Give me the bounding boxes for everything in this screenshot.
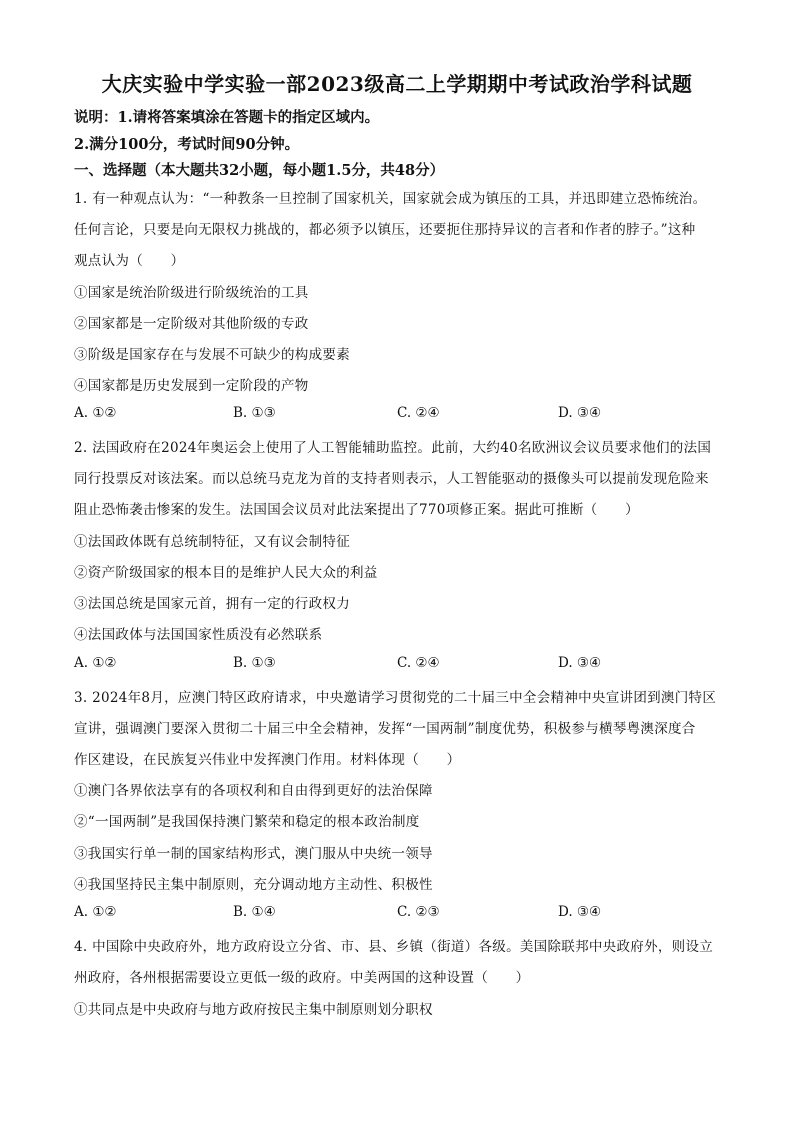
q1-statement-3: ③阶级是国家存在与发展不可缺少的构成要素 <box>74 347 350 363</box>
q2-option-c: C. ②④ <box>397 655 440 671</box>
section-heading: 一、选择题（本大题共32小题，每小题1.5分，共48分） <box>74 162 445 179</box>
q2-option-d: D. ③④ <box>558 655 602 671</box>
q3-statement-1: ①澳门各界依法享有的各项权利和自由得到更好的法治保障 <box>74 783 433 799</box>
q3-option-c: C. ②③ <box>397 904 440 920</box>
q2-statement-3: ③法国总统是国家元首，拥有一定的行政权力 <box>74 596 350 612</box>
q1-statement-2: ②国家都是一定阶级对其他阶级的专政 <box>74 316 309 332</box>
q4-statement-1: ①共同点是中央政府与地方政府按民主集中制原则划分职权 <box>74 1002 433 1018</box>
q2-stem-line-1: 2. 法国政府在2024年奥运会上使用了人工智能辅助监控。此前，大约40名欧洲议会议员要求他们的法国 <box>74 440 712 456</box>
q3-stem-line-2: 宣讲，强调澳门要深入贯彻二十届三中全会精神，发挥“一国两制”制度优势，积极参与横琴粤澳深度合 <box>74 721 696 737</box>
q2-statement-1: ①法国政体既有总统制特征，又有议会制特征 <box>74 534 350 550</box>
page-title: 大庆实验中学实验一部2023级高二上学期期中考试政治学科试题 <box>101 72 693 96</box>
note-line-2: 2.满分100分，考试时间90分钟。 <box>74 136 300 153</box>
q1-option-d: D. ③④ <box>558 405 602 421</box>
q2-stem-line-3: 阻止恐怖袭击惨案的发生。法国国会议员对此法案提出了770项修正案。据此可推断（ ） <box>74 502 639 518</box>
note-line-1: 说明：1.请将答案填涂在答题卡的指定区域内。 <box>74 109 380 126</box>
q1-stem-line-2: 任何言论，只要是向无限权力挑战的，都必须予以镇压，还要扼住那持异议的言者和作者的脖子。”这种 <box>74 222 696 238</box>
q3-stem-line-1: 3. 2024年8月，应澳门特区政府请求，中央邀请学习贯彻党的二十届三中全会精神中央宣讲团到澳门特区 <box>74 690 717 706</box>
q3-option-d: D. ③④ <box>558 904 602 920</box>
q1-option-c: C. ②④ <box>397 405 440 421</box>
q3-statement-3: ③我国实行单一制的国家结构形式，澳门服从中央统一领导 <box>74 846 433 862</box>
q1-option-b: B. ①③ <box>233 405 276 421</box>
q2-stem-line-2: 同行投票反对该法案。而以总统马克龙为首的支持者则表示，人工智能驱动的摄像头可以提前发现危险来 <box>74 471 709 487</box>
q2-statement-2: ②资产阶级国家的根本目的是维护人民大众的利益 <box>74 565 378 581</box>
q1-stem-line-1: 1. 有一种观点认为：“一种教条一旦控制了国家机关，国家就会成为镇压的工具，并迅即建立恐怖统治。 <box>74 191 707 207</box>
q3-option-b: B. ①④ <box>233 904 276 920</box>
q3-statement-2: ②“一国两制”是我国保持澳门繁荣和稳定的根本政治制度 <box>74 814 420 830</box>
q4-stem-line-1: 4. 中国除中央政府外，地方政府设立分省、市、县、乡镇（街道）各级。美国除联邦中央政府外，则设立 <box>74 939 714 955</box>
q3-statement-4: ④我国坚持民主集中制原则，充分调动地方主动性、积极性 <box>74 877 433 893</box>
q1-statement-1: ①国家是统治阶级进行阶级统治的工具 <box>74 285 309 301</box>
q4-stem-line-2: 州政府，各州根据需要设立更低一级的政府。中美两国的这种设置（ ） <box>74 970 530 986</box>
q2-option-a: A. ①② <box>74 655 117 671</box>
q3-stem-line-3: 作区建设，在民族复兴伟业中发挥澳门作用。材料体现（ ） <box>74 752 461 768</box>
q3-option-a: A. ①② <box>74 904 117 920</box>
q1-stem-line-3: 观点认为（ ） <box>74 253 185 269</box>
q1-statement-4: ④国家都是历史发展到一定阶段的产物 <box>74 378 309 394</box>
q1-option-a: A. ①② <box>74 405 117 421</box>
q2-option-b: B. ①③ <box>233 655 276 671</box>
q2-statement-4: ④法国政体与法国国家性质没有必然联系 <box>74 627 323 643</box>
